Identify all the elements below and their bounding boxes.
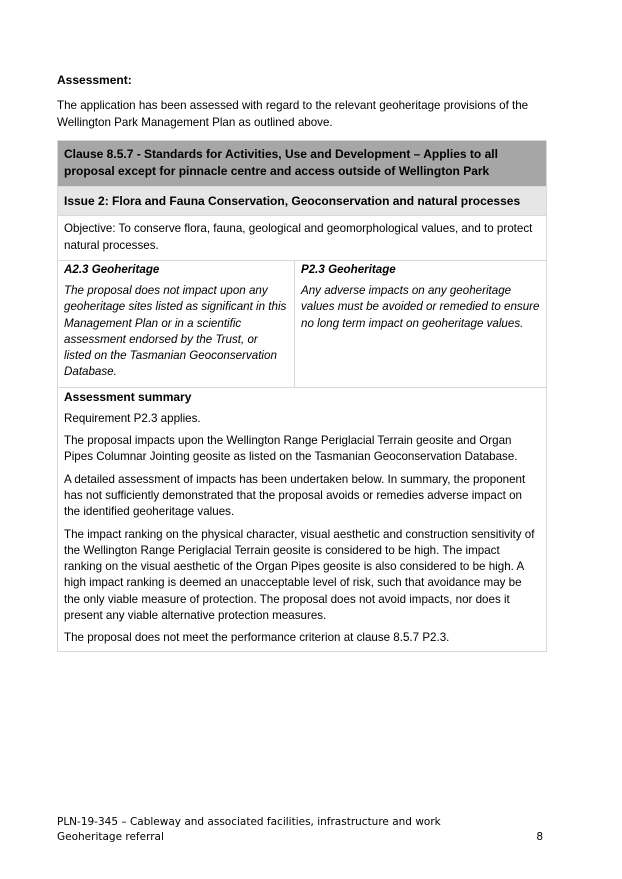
footer-document-title: PLN-19-345 – Cableway and associated facilities, infrastructure and work (57, 816, 441, 828)
performance-criterion-heading: P2.3 Geoheritage (301, 263, 396, 276)
page-number: 8 (536, 831, 543, 843)
acceptable-solution-cell (58, 261, 295, 388)
section-heading: Assessment: (57, 73, 132, 87)
performance-criterion-cell (295, 261, 547, 388)
clause-header: Clause 8.5.7 - Standards for Activities, Use and Development – Applies to all proposal except for pinnacle centre and access outside of Wellington Park (58, 141, 547, 187)
objective-cell: Objective: To conserve flora, fauna, geological and geomorphological values, and to protect natural processes. (58, 216, 547, 261)
footer-document-subtitle: Geoheritage referral (57, 831, 164, 843)
acceptable-solution-heading: A2.3 Geoheritage (64, 263, 160, 276)
intro-paragraph: The application has been assessed with regard to the relevant geoheritage provisions of the Wellington Park Management Plan as outlined above. (57, 99, 529, 129)
summary-paragraph: A detailed assessment of impacts has been undertaken below. In summary, the proponent has not sufficiently demonstrated that the proposal avoids or remedies adverse impact on the identified geoheritage values. (64, 472, 526, 519)
acceptable-solution-text: The proposal does not impact upon any geoheritage sites listed as significant in this Management Plan or in a scientific assessment endorsed by the Trust, or listed on the Tasmanian Geoconservation Database. (64, 284, 287, 379)
issue-header: Issue 2: Flora and Fauna Conservation, Geoconservation and natural processes (58, 187, 547, 216)
summary-paragraph: Requirement P2.3 applies. (64, 411, 201, 425)
performance-criterion-text: Any adverse impacts on any geoheritage values must be avoided or remedied to ensure no long term impact on geoheritage values. (301, 284, 540, 330)
summary-paragraph: The impact ranking on the physical character, visual aesthetic and construction sensitivity of the Wellington Range Periglacial Terrain geosite is considered to be high. The impact ranking on the visual aesthetic of the Organ Pipes geosite is also considered to be high. A high impact ranking is deemed an unacceptable level of risk, such that avoidance may be the only viable measure of protection. The proposal does not avoid impacts, nor does it present any viable alternative protection measures. (64, 527, 535, 623)
assessment-summary-cell (58, 387, 547, 651)
assessment-summary-title: Assessment summary (64, 389, 192, 404)
summary-paragraph: The proposal impacts upon the Wellington Range Periglacial Terrain geosite and Organ Pipes Columnar Jointing geosite as listed on the Tasmanian Geoconservation Database. (64, 434, 518, 464)
assessment-table (57, 140, 547, 652)
page-footer (57, 815, 547, 845)
summary-paragraph: The proposal does not meet the performance criterion at clause 8.5.7 P2.3. (64, 631, 450, 645)
